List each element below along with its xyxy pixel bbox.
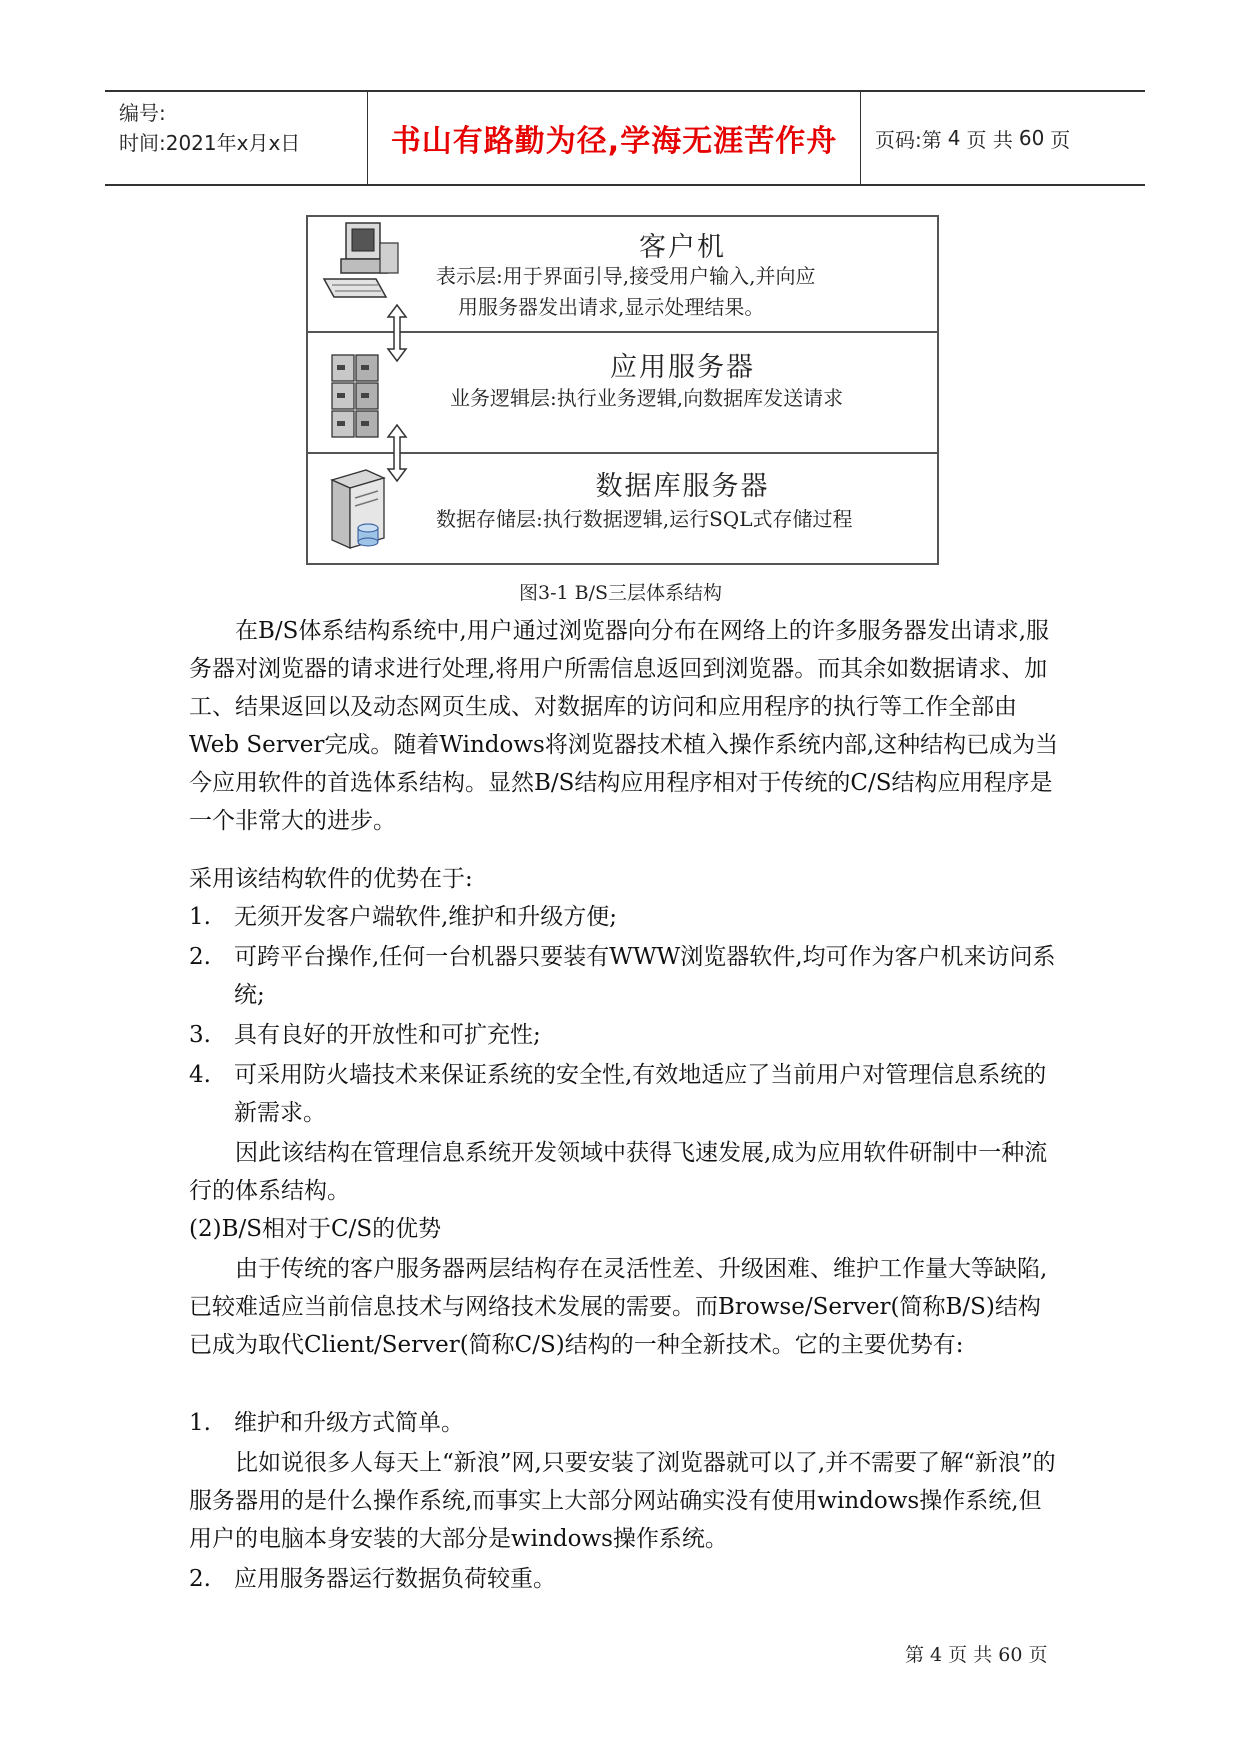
list-item-text: 可采用防火墙技术来保证系统的安全性,有效地适应了当前用户对管理信息系统的新需求。 [234,1062,1047,1126]
time-label: 时间:2021年x月x日 [119,131,301,155]
double-arrow-icon [386,303,408,363]
layer-desc-client [436,261,815,323]
list-item-number: 1. [189,1410,211,1436]
layer-desc-client-line2: 用服务器发出请求,显示处理结果。 [458,295,765,319]
double-arrow-icon [386,423,408,483]
layer-title-app-server: 应用服务器 [610,352,755,383]
list-item-text: 无须开发客户端软件,维护和升级方便; [234,904,618,930]
page-current: 4 [947,126,961,150]
page-prefix: 页码:第 [875,127,942,152]
list-item-number: 3. [189,1022,211,1048]
list-item-text: 具有良好的开放性和可扩充性; [234,1022,541,1048]
page-suffix: 页 [1050,127,1071,152]
page-mid: 页 共 [966,127,1013,152]
list-item-number: 1. [189,904,211,930]
page-footer: 第 4 页 共 60 页 [905,1644,1048,1666]
section-heading: (2)B/S相对于C/S的优势 [189,1216,442,1242]
layer-desc-database-server: 数据存储层:执行数据逻辑,运行SQL式存储过程 [436,507,853,531]
figure-caption: 图3-1 B/S三层体系结构 [518,582,723,604]
header-meta [105,92,368,184]
list-item-text: 应用服务器运行数据负荷较重。 [234,1566,556,1592]
doc-number-label: 编号: [119,101,166,125]
layer-title-database-server: 数据库服务器 [595,471,770,502]
paragraph-4: 由于传统的客户服务器两层结构存在灵活性差、升级困难、维护工作量大等缺陷,已较难适应当前信息技术与网络技术发展的需要。而Browse/Server(简称B/S)结构已成为取代Client/Server(简称C/S)结构的一种全新技术。它的主要优势有: [189,1256,1048,1358]
list-item-number: 2. [189,944,211,970]
layer-title-client: 客户机 [639,232,726,263]
header-motto: 书山有路勤为径,学海无涯苦作舟 [368,92,861,184]
paragraph-1: 在B/S体系结构系统中,用户通过浏览器向分布在网络上的许多服务器发出请求,服务器对浏览器的请求进行处理,将用户所需信息返回到浏览器。而其余如数据请求、加工、结果返回以及动态网页生成、对数据库的访问和应用程序的执行等工作全部由Web Server完成。随着Windows将浏览器技术植入操作系统内部,这种结构已成为当今应用软件的首选体系结构。显然B/S结构应用程序相对于传统的C/S结构应用程序是一个非常大的进步。 [189,618,1059,834]
header-page-number [861,92,1145,184]
three-tier-diagram [306,215,939,565]
paragraph-5: 比如说很多人每天上“新浪”网,只要安装了浏览器就可以了,并不需要了解“新浪”的服务器用的是什么操作系统,而事实上大部分网站确实没有使用windows操作系统,但用户的电脑本身安装的大部分是windows操作系统。 [189,1450,1056,1552]
page-total: 60 [1018,126,1045,150]
page-header [105,90,1145,186]
list-item-number: 4. [189,1062,211,1088]
list-item-text: 维护和升级方式简单。 [234,1410,464,1436]
paragraph-2: 采用该结构软件的优势在于: [189,866,473,892]
layer-desc-app-server: 业务逻辑层:执行业务逻辑,向数据库发送请求 [450,386,844,410]
layer-desc-client-line1: 表示层:用于界面引导,接受用户输入,并向应 [436,264,816,288]
list-item-number: 2. [189,1566,211,1592]
paragraph-3: 因此该结构在管理信息系统开发领域中获得飞速发展,成为应用软件研制中一种流行的体系结构。 [189,1140,1048,1204]
list-item-text: 可跨平台操作,任何一台机器只要装有WWW浏览器软件,均可作为客户机来访问系统; [234,944,1056,1008]
